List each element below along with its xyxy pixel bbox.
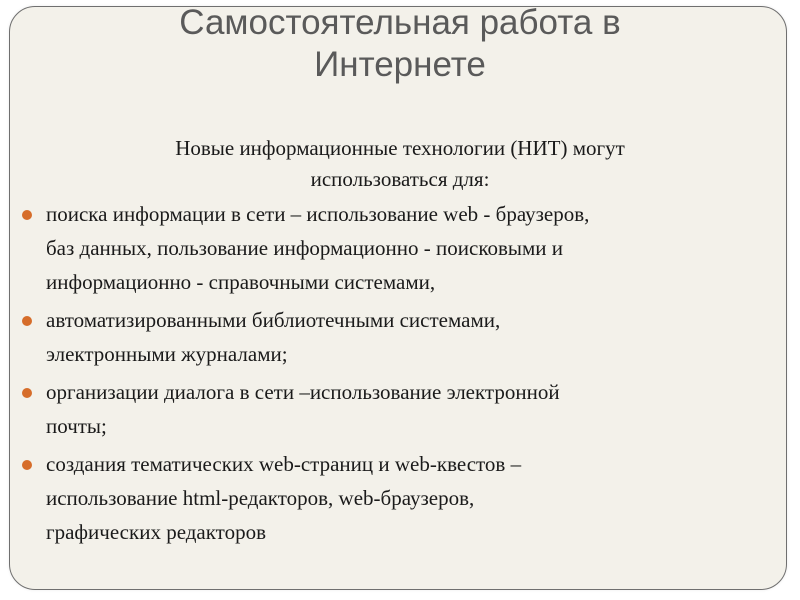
bullet-dot-icon <box>22 316 32 326</box>
slide-title-line-1: Самостоятельная работа в <box>179 3 621 42</box>
bullet-line: почты; <box>46 414 107 438</box>
bullet-item-library-systems <box>18 303 778 371</box>
bullet-line: автоматизированными библиотечными системами, <box>46 308 501 332</box>
bullet-line: электронными журналами; <box>46 342 288 366</box>
intro-line-2: использоваться для: <box>310 167 490 191</box>
bullet-list <box>18 197 778 553</box>
bullet-item-dialog <box>18 375 778 443</box>
bullet-line: поиска информации в сети – использование web - браузеров, <box>46 202 590 226</box>
bullet-line: графических редакторов <box>46 520 266 544</box>
bullet-line: информационно - справочными системами, <box>46 270 436 294</box>
intro-line-1: Новые информационные технологии (НИТ) могут <box>175 136 625 160</box>
bullet-line: баз данных, пользование информационно - поисковыми и <box>46 236 563 260</box>
intro-text <box>70 133 730 195</box>
slide-title <box>0 0 800 86</box>
slide-title-line-2: Интернете <box>314 45 486 84</box>
bullet-item-web-pages <box>18 447 778 549</box>
bullet-line: организации диалога в сети –использование электронной <box>46 380 560 404</box>
bullet-line: создания тематических web-страниц и web-квестов – <box>46 452 522 476</box>
bullet-dot-icon <box>22 210 32 220</box>
bullet-line: использование html-редакторов, web-браузеров, <box>46 486 475 510</box>
bullet-item-search <box>18 197 778 299</box>
bullet-dot-icon <box>22 460 32 470</box>
bullet-dot-icon <box>22 388 32 398</box>
